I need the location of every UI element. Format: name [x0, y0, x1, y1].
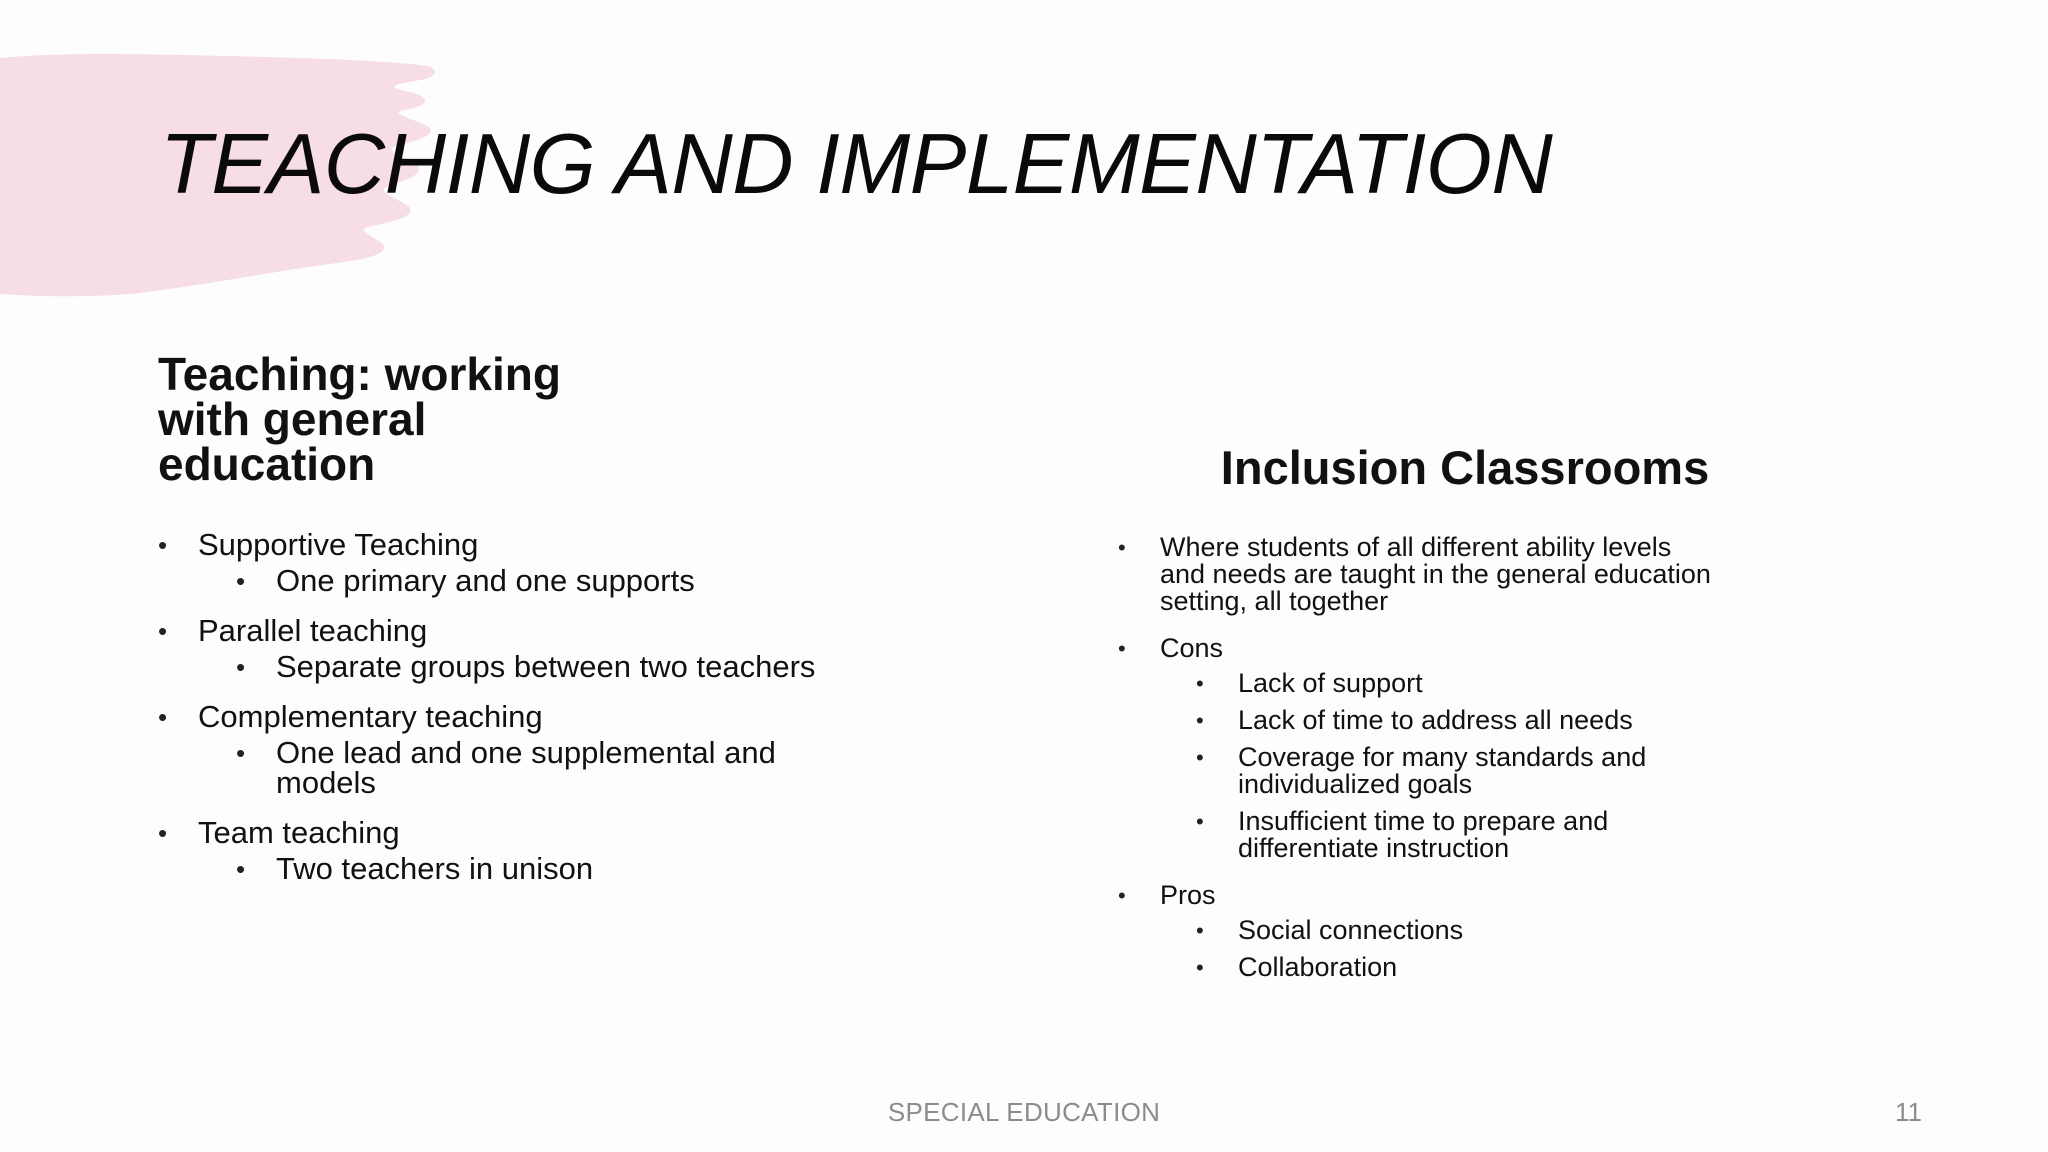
sub-list-item	[1196, 917, 1758, 944]
bullet-icon: •	[1196, 918, 1204, 943]
right-column-heading: Inclusion Classrooms	[1220, 441, 1710, 494]
bullet-icon: •	[158, 616, 168, 646]
bullet-icon: •	[236, 738, 246, 768]
bullet-icon: •	[1118, 636, 1126, 661]
list-item-label: Where students of all different ability levels and needs are taught in the general education setting, all together	[1160, 532, 1711, 616]
sub-list-item-label: Coverage for many standards and individualized goals	[1238, 742, 1647, 799]
sub-list-item-label: One lead and one supplemental and models	[276, 735, 776, 800]
bullet-icon: •	[158, 530, 168, 560]
sub-list-item-label: Two teachers in unison	[276, 851, 594, 886]
bullet-icon: •	[158, 818, 168, 848]
bullet-icon: •	[1196, 809, 1204, 834]
bullet-icon: •	[1196, 708, 1204, 733]
sub-list-item	[1196, 808, 1688, 862]
footer-text: SPECIAL EDUCATION	[887, 1097, 1161, 1127]
sub-list-item-label: Insufficient time to prepare and differentiate instruction	[1238, 806, 1609, 863]
page-number: 11	[1895, 1097, 1922, 1127]
left-bullet-list	[158, 527, 898, 904]
bullet-icon: •	[236, 652, 246, 682]
bullet-icon: •	[1196, 671, 1204, 696]
list-item-label: Parallel teaching	[198, 613, 428, 648]
list-item-label: Complementary teaching	[198, 699, 543, 734]
bullet-icon: •	[236, 566, 246, 596]
bullet-icon: •	[158, 702, 168, 732]
sub-list-item	[236, 649, 898, 684]
list-item	[158, 527, 898, 598]
bullet-icon: •	[1196, 745, 1204, 770]
sub-list-item	[1196, 707, 1758, 734]
list-item-label: Cons	[1160, 633, 1224, 663]
sub-list-item-label: Lack of support	[1238, 668, 1423, 698]
left-column-heading: Teaching: working with general education	[158, 348, 561, 490]
sub-list-item-label: Separate groups between two teachers	[276, 649, 816, 684]
bullet-icon: •	[236, 854, 246, 884]
list-item	[1118, 635, 1758, 862]
bullet-icon: •	[1118, 535, 1126, 560]
bullet-icon: •	[1196, 955, 1204, 980]
sub-list-item	[1196, 954, 1758, 981]
sub-list-item	[236, 735, 796, 800]
sub-list-item	[236, 563, 898, 598]
sub-list-item-label: Social connections	[1238, 915, 1464, 945]
list-item-label: Team teaching	[198, 815, 400, 850]
sub-list-item	[1196, 670, 1758, 697]
list-item	[158, 815, 898, 886]
sub-list-item-label: Lack of time to address all needs	[1238, 705, 1633, 735]
sub-list-item-label: Collaboration	[1238, 952, 1398, 982]
list-item	[1118, 534, 1758, 615]
list-item-label: Pros	[1160, 880, 1216, 910]
list-item	[158, 699, 898, 800]
list-item-label: Supportive Teaching	[198, 527, 479, 562]
right-bullet-list	[1118, 534, 1758, 1001]
list-item	[1118, 882, 1758, 981]
sub-list-item	[236, 851, 898, 886]
sub-list-item	[1196, 744, 1718, 798]
bullet-icon: •	[1118, 883, 1126, 908]
slide-title: TEACHING AND IMPLEMENTATION	[160, 117, 1553, 212]
list-item	[158, 613, 898, 684]
sub-list-item-label: One primary and one supports	[276, 563, 695, 598]
